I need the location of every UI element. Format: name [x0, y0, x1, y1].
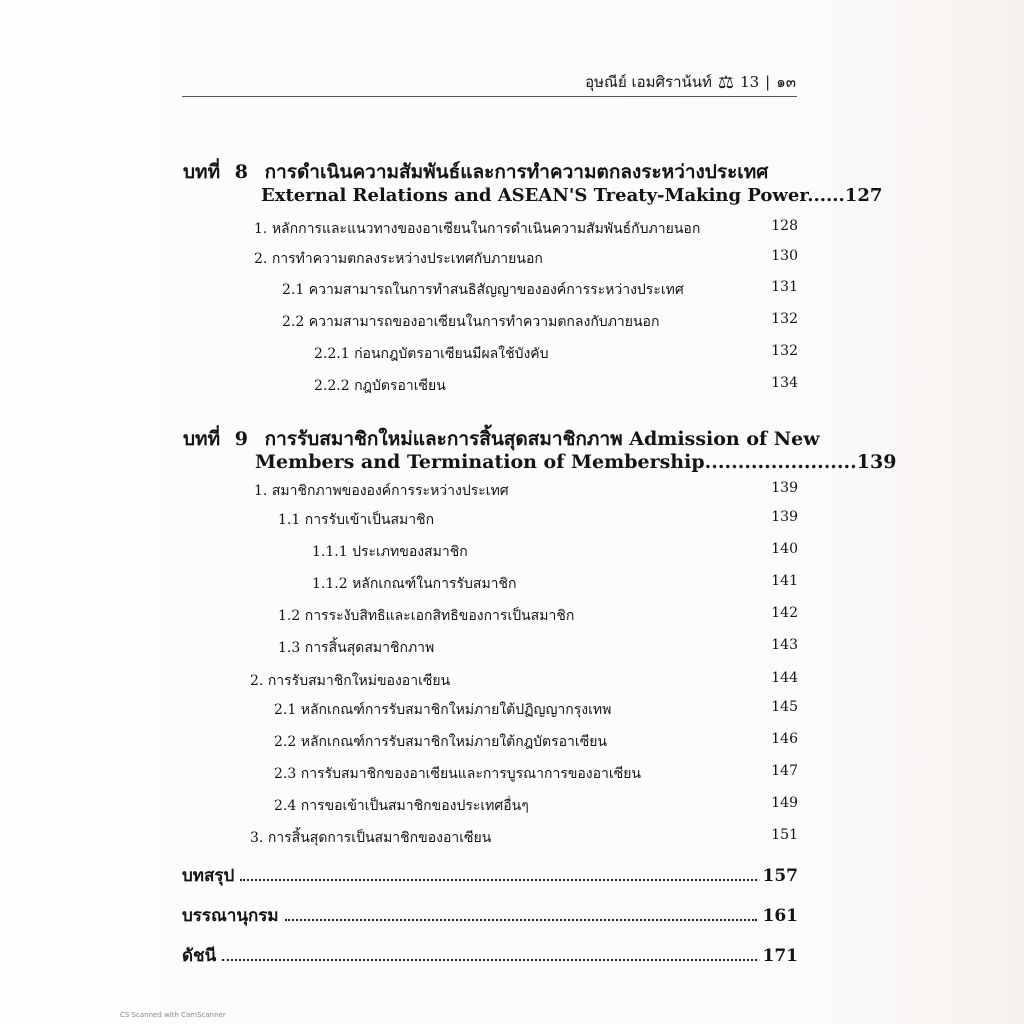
toc-entry: 2.2.2 กฎบัตรอาเซียน — [314, 378, 446, 394]
toc-entry: 2.1 ความสามารถในการทำสนธิสัญญาขององค์การระหว่างประเทศ — [282, 282, 684, 298]
chapter-number: 8 — [234, 161, 248, 183]
toc-entry: 2.4 การขอเข้าเป็นสมาชิกของประเทศอื่นๆ — [274, 798, 529, 814]
chapter-9-page: 139 — [856, 451, 897, 473]
toc-page: 149 — [771, 795, 798, 811]
toc-entry: 1.3 การสิ้นสุดสมาชิกภาพ — [278, 640, 435, 656]
chapter-title-line1: การรับสมาชิกใหม่และการสิ้นสุดสมาชิกภาพ Admission of New — [264, 428, 820, 450]
chapter-8-title-english: External Relations and ASEAN'S Treaty-Making Power......127 — [261, 185, 883, 206]
scales-of-justice-icon: ⚖ — [717, 71, 735, 93]
chapter-number: 9 — [234, 428, 248, 450]
scanner-watermark: CS Scanned with CamScanner — [120, 1011, 226, 1019]
toc-entry: 1. หลักการและแนวทางของอาเซียนในการดำเนินความสัมพันธ์กับภายนอก — [254, 221, 701, 237]
toc-entry-index: ดัชนี 171 — [182, 946, 798, 966]
running-header — [585, 70, 796, 94]
toc-entry: 1. สมาชิกภาพขององค์การระหว่างประเทศ — [254, 483, 509, 499]
header-rule — [182, 96, 797, 97]
toc-page: 139 — [771, 509, 798, 525]
toc-entry: 2. การทำความตกลงระหว่างประเทศกับภายนอก — [254, 251, 543, 267]
toc-page: 130 — [771, 248, 798, 264]
toc-page: 128 — [771, 218, 798, 234]
toc-page: 146 — [771, 731, 798, 747]
toc-entry: 3. การสิ้นสุดการเป็นสมาชิกของอาเซียน — [250, 830, 492, 846]
chapter-label: บทที่ — [183, 161, 221, 183]
header-separator: | — [765, 73, 771, 91]
toc-entry: 2.1 หลักเกณฑ์การรับสมาชิกใหม่ภายใต้ปฏิญญากรุงเทพ — [274, 702, 612, 718]
toc-entry: 1.1.2 หลักเกณฑ์ในการรับสมาชิก — [312, 576, 517, 592]
chapter-title-thai: การดำเนินความสัมพันธ์และการทำความตกลงระหว่างประเทศ — [264, 161, 769, 183]
toc-entry: 2.2 ความสามารถของอาเซียนในการทำความตกลงกับภายนอก — [282, 314, 660, 330]
toc-entry: 2.2.1 ก่อนกฎบัตรอาเซียนมีผลใช้บังคับ — [314, 346, 549, 362]
chapter-9-title-line2: Members and Termination of Membership.......................139 — [255, 451, 897, 473]
header-author: อุษณีย์ เอมศิราน้นท์ — [585, 73, 712, 91]
toc-entry-summary: บทสรุป 157 — [182, 866, 798, 886]
toc-page: 142 — [771, 605, 798, 621]
toc-entry: 2. การรับสมาชิกใหม่ของอาเซียน — [250, 673, 451, 689]
toc-page: 131 — [771, 279, 798, 295]
toc-page: 134 — [771, 375, 798, 391]
toc-entry: 2.2 หลักเกณฑ์การรับสมาชิกใหม่ภายใต้กฎบัตรอาเซียน — [274, 734, 607, 750]
toc-page: 141 — [771, 573, 798, 589]
toc-page: 132 — [771, 343, 798, 359]
toc-entry: 1.1 การรับเข้าเป็นสมาชิก — [278, 512, 435, 528]
chapter-label: บทที่ — [183, 428, 221, 450]
toc-entry: 2.3 การรับสมาชิกของอาเซียนและการบูรณาการของอาเซียน — [274, 766, 641, 782]
toc-page: 147 — [771, 763, 798, 779]
chapter-9-heading — [183, 424, 820, 454]
toc-page: 144 — [771, 670, 798, 686]
toc-page: 132 — [771, 311, 798, 327]
toc-page: 151 — [771, 827, 798, 843]
toc-page: 143 — [771, 637, 798, 653]
toc-entry-bibliography: บรรณานุกรม 161 — [182, 906, 798, 926]
toc-page: 145 — [771, 699, 798, 715]
toc-entry: 1.2 การระงับสิทธิและเอกสิทธิของการเป็นสมาชิก — [278, 608, 575, 624]
chapter-8-heading — [183, 157, 768, 187]
toc-page: 139 — [771, 480, 798, 496]
header-page-number: 13 — [740, 73, 760, 91]
toc-page: 140 — [771, 541, 798, 557]
toc-entry: 1.1.1 ประเภทของสมาชิก — [312, 544, 468, 560]
header-page-number-thai: ๑๓ — [776, 73, 796, 91]
